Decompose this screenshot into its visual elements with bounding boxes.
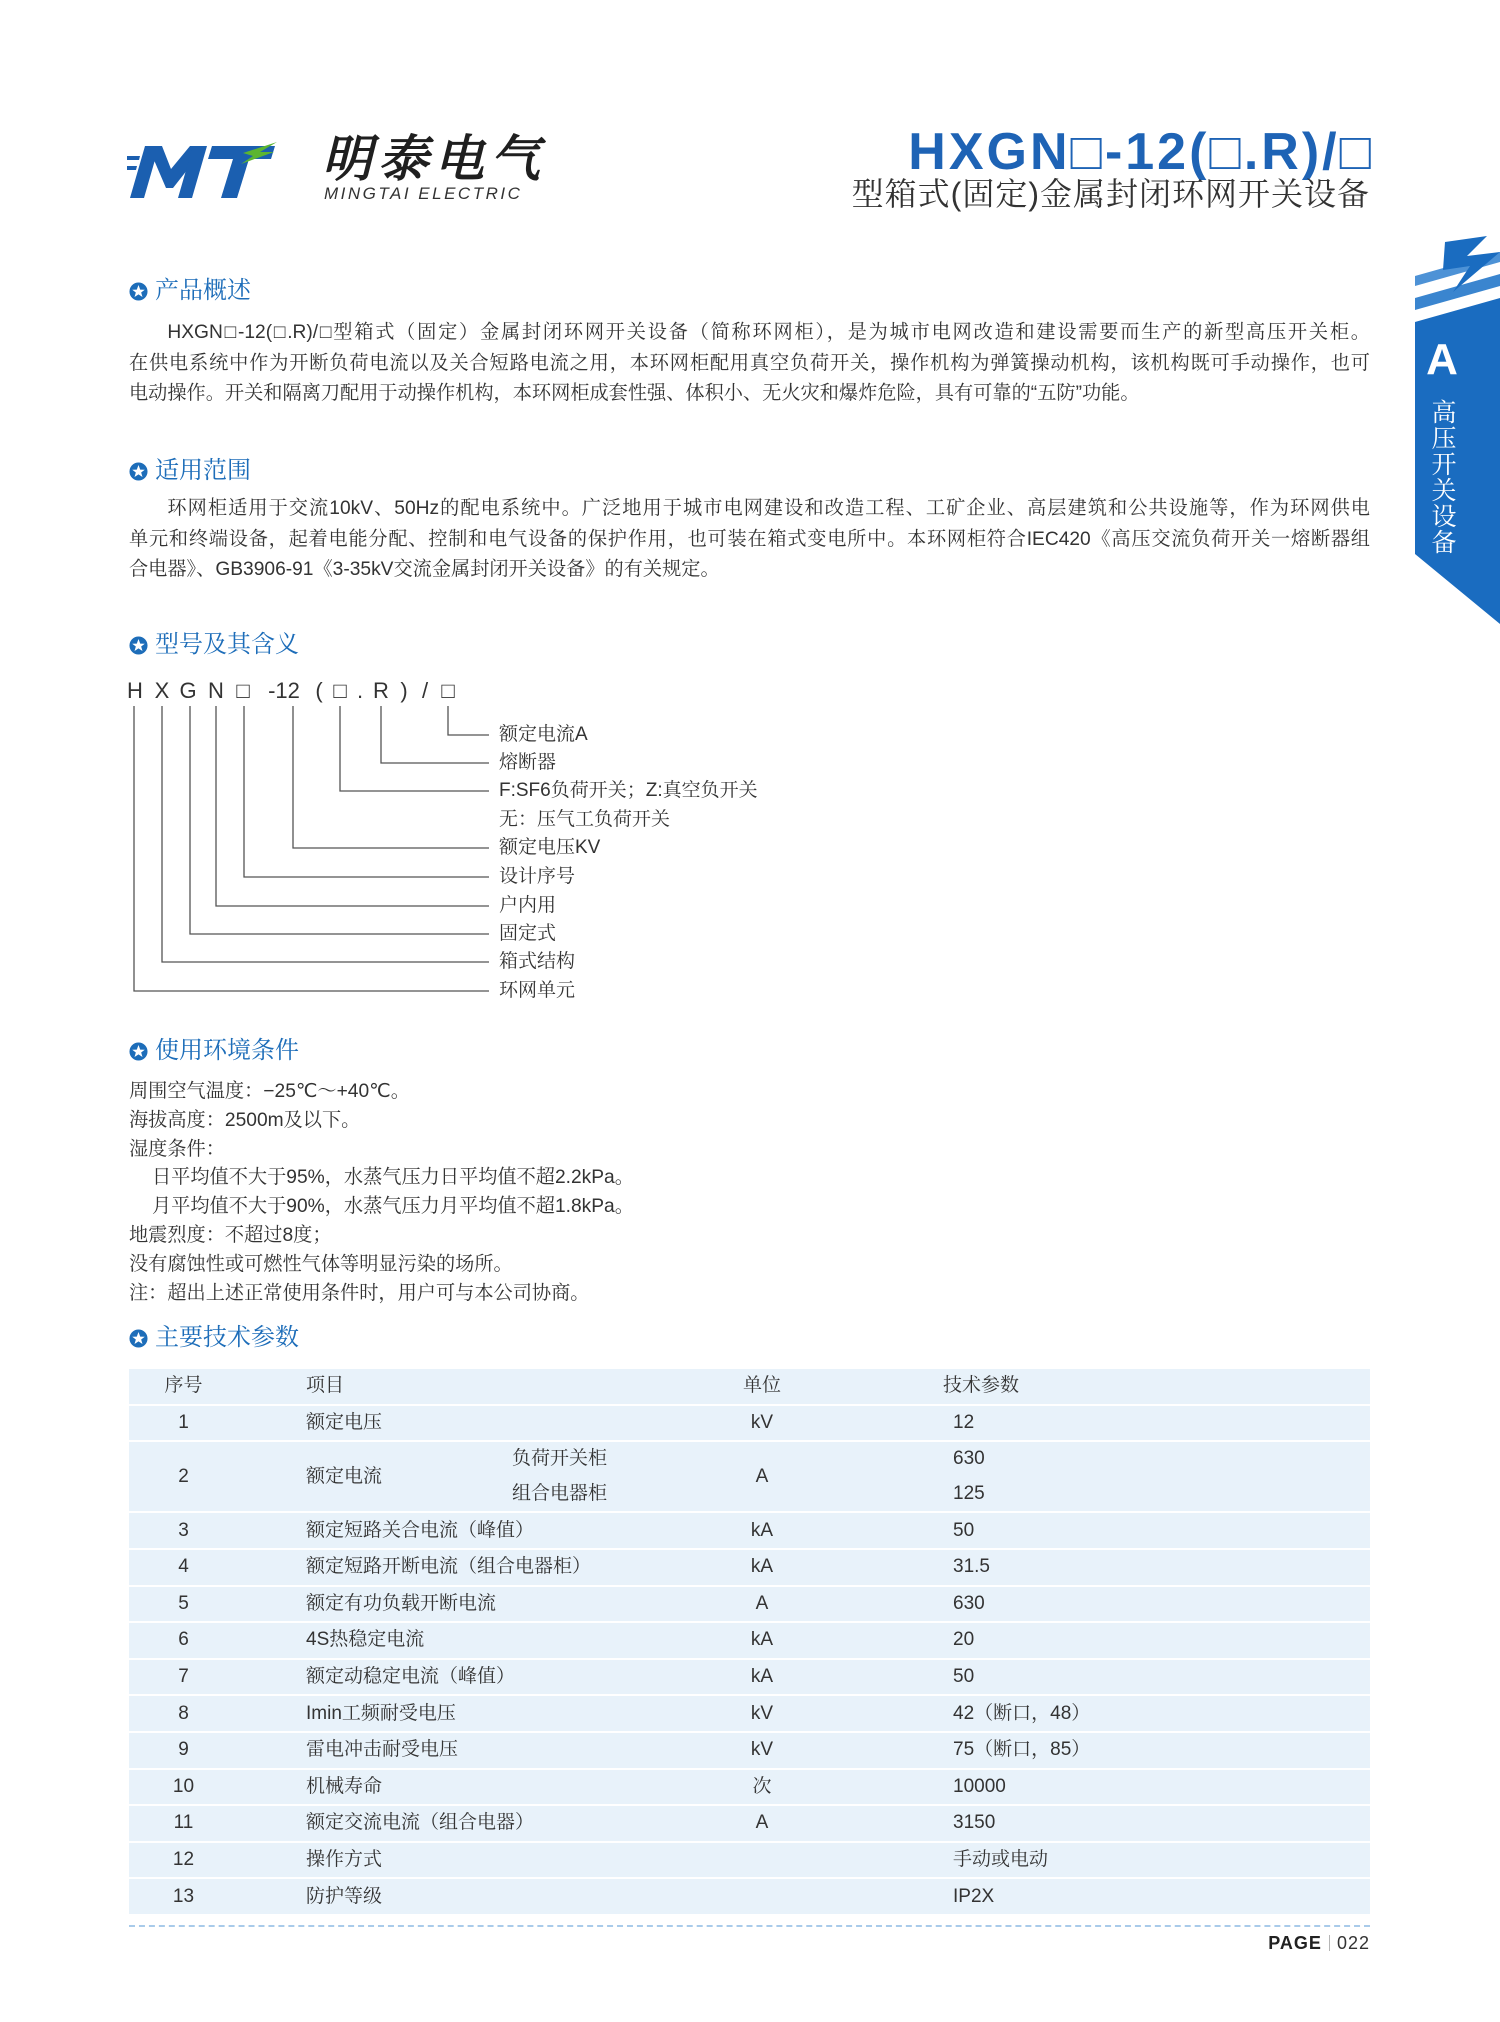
- model-label: 额定电流A: [499, 724, 588, 745]
- param-no: 12: [129, 1842, 238, 1879]
- paragraph-line: 单元和终端设备，起着电能分配、控制和电气设备的保护作用，也可装在箱式变电所中。本环网柜符合IEC420《高压交流负荷开关一熔断器组: [129, 528, 1370, 550]
- star-circle-icon: [129, 1042, 148, 1061]
- param-no: 3: [129, 1512, 238, 1549]
- environment-line: 海拔高度：2500m及以下。: [129, 1109, 361, 1131]
- page-separator: [1329, 1935, 1330, 1951]
- table-row: [129, 1405, 1370, 1442]
- param-item: 额定电压: [238, 1405, 720, 1442]
- param-value: 3150: [804, 1805, 1370, 1842]
- section-heading-model: [129, 629, 299, 661]
- param-item: 操作方式: [238, 1842, 720, 1879]
- param-no: 5: [129, 1586, 238, 1623]
- param-item: 机械寿命: [238, 1769, 720, 1806]
- section-title: 使用环境条件: [155, 1037, 299, 1064]
- param-unit: kA: [720, 1549, 804, 1586]
- param-no: 4: [129, 1549, 238, 1586]
- param-unit: kA: [720, 1512, 804, 1549]
- model-label: 箱式结构: [499, 951, 576, 972]
- param-value: 手动或电动: [804, 1842, 1370, 1879]
- param-value: 125: [804, 1477, 1370, 1513]
- param-no: 1: [129, 1405, 238, 1442]
- model-label: 无：压气工负荷开关: [499, 809, 671, 830]
- param-value: 20: [804, 1622, 1370, 1659]
- model-label: 设计序号: [499, 866, 576, 887]
- designation-diagram: [120, 700, 500, 1000]
- param-no: 6: [129, 1622, 238, 1659]
- param-subitem: 负荷开关柜: [450, 1441, 720, 1477]
- column-header-unit: 单位: [720, 1369, 804, 1405]
- star-circle-icon: [129, 462, 148, 481]
- page-label: PAGE: [1268, 1933, 1322, 1953]
- environment-line: 没有腐蚀性或可燃性气体等明显污染的场所。: [129, 1253, 513, 1275]
- model-code-char: □: [333, 678, 347, 703]
- param-value: 630: [804, 1441, 1370, 1477]
- model-code-char: N: [208, 678, 224, 703]
- param-item: 额定动稳定电流（峰值）: [238, 1659, 720, 1696]
- param-value: 630: [804, 1586, 1370, 1623]
- section-title: 产品概述: [155, 277, 251, 304]
- param-value: 50: [804, 1512, 1370, 1549]
- param-value: 31.5: [804, 1549, 1370, 1586]
- model-code-char: ): [400, 678, 408, 703]
- param-no: 7: [129, 1659, 238, 1696]
- param-unit: A: [720, 1441, 804, 1512]
- paragraph-line: 电动操作。开关和隔离刀配用于动操作机构，本环网柜成套性强、体积小、无火灾和爆炸危险，具有可靠的“五防”功能。: [129, 383, 1140, 404]
- param-item: 额定有功负载开断电流: [238, 1586, 720, 1623]
- column-header-no: 序号: [129, 1369, 238, 1405]
- param-unit: A: [720, 1586, 804, 1623]
- section-title: 适用范围: [155, 457, 251, 484]
- model-label: 户内用: [499, 895, 557, 916]
- model-code-char: (: [315, 678, 323, 703]
- environment-list: [129, 1078, 634, 1308]
- table-row: [129, 1842, 1370, 1879]
- tab-label: 高压开关设备: [1428, 399, 1457, 555]
- environment-line: 湿度条件：: [129, 1138, 225, 1160]
- table-row: [129, 1805, 1370, 1842]
- model-code-char: X: [154, 678, 170, 703]
- tab-letter: A: [1426, 335, 1458, 384]
- environment-line: 日平均值不大于95%，水蒸气压力日平均值不超2.2kPa。: [152, 1167, 634, 1189]
- environment-line: 月平均值不大于90%，水蒸气压力月平均值不超1.8kPa。: [152, 1196, 634, 1218]
- section-title: 主要技术参数: [155, 1324, 299, 1351]
- param-value: 10000: [804, 1769, 1370, 1806]
- section-heading-parameters: [129, 1322, 299, 1354]
- param-value: 75（断口，85）: [804, 1732, 1370, 1769]
- paragraph-line: 环网柜适用于交流10kV、50Hz的配电系统中。广泛地用于城市电网建设和改造工程、工矿企业、高层建筑和公共设施等，作为环网供电: [167, 498, 1370, 519]
- param-item: 额定交流电流（组合电器）: [238, 1805, 720, 1842]
- table-row: [129, 1732, 1370, 1769]
- param-unit: 次: [720, 1769, 804, 1806]
- model-label: 额定电压KV: [499, 837, 601, 858]
- model-code-char: -12: [268, 678, 300, 703]
- param-no: 10: [129, 1769, 238, 1806]
- overview-paragraph: [129, 318, 1370, 410]
- table-row: [129, 1878, 1370, 1914]
- table-header-row: [129, 1369, 1370, 1405]
- param-unit: kV: [720, 1695, 804, 1732]
- parameters-table: [129, 1369, 1370, 1914]
- model-label: 固定式: [499, 923, 557, 944]
- paragraph-line: 合电器》、GB3906-91《3-35kV交流金属封闭开关设备》的有关规定。: [129, 559, 720, 580]
- model-code-char: G: [179, 678, 197, 703]
- table-row: [129, 1769, 1370, 1806]
- table-row: [129, 1549, 1370, 1586]
- param-item: 防护等级: [238, 1878, 720, 1914]
- model-subtitle: 型箱式(固定)金属封闭环网开关设备: [851, 176, 1370, 212]
- connector-line: [448, 706, 489, 735]
- param-unit: kV: [720, 1732, 804, 1769]
- column-header-value: 技术参数: [804, 1369, 1370, 1405]
- model-code-char: □: [441, 678, 455, 703]
- param-unit: kA: [720, 1622, 804, 1659]
- param-value: 42（断口，48）: [804, 1695, 1370, 1732]
- table-row: [129, 1622, 1370, 1659]
- model-title: HXGN□-12(□.R)/□: [908, 123, 1374, 181]
- connector-line: [216, 706, 489, 906]
- param-item: 4S热稳定电流: [238, 1622, 720, 1659]
- scope-paragraph: [129, 494, 1370, 586]
- param-item: 额定短路开断电流（组合电器柜）: [238, 1549, 720, 1586]
- param-no: 2: [129, 1441, 238, 1512]
- param-unit: kV: [720, 1405, 804, 1442]
- param-item: 额定短路关合电流（峰值）: [238, 1512, 720, 1549]
- section-heading-scope: [129, 455, 251, 487]
- star-circle-icon: [129, 636, 148, 655]
- param-item: Imin工频耐受电压: [238, 1695, 720, 1732]
- model-code-char: R: [373, 678, 389, 703]
- param-subitem: 组合电器柜: [450, 1477, 720, 1513]
- brand-name-cn: 明泰电气: [322, 131, 546, 187]
- model-code-char: H: [127, 678, 143, 703]
- paragraph-line: HXGN□-12(□.R)/□型箱式（固定）金属封闭环网开关设备（简称环网柜），是为城市电网改造和建设需要而生产的新型高压开关柜。: [167, 322, 1370, 343]
- connector-line: [162, 706, 489, 962]
- param-no: 8: [129, 1695, 238, 1732]
- model-label: 环网单元: [499, 980, 576, 1001]
- table-row: [129, 1586, 1370, 1623]
- mingtai-logo-icon: [127, 142, 277, 200]
- param-unit: A: [720, 1805, 804, 1842]
- environment-line: 注：超出上述正常使用条件时，用户可与本公司协商。: [129, 1282, 590, 1304]
- paragraph-line: 在供电系统中作为开断负荷电流以及关合短路电流之用，本环网柜配用真空负荷开关，操作机构为弹簧操动机构，该机构既可手动操作，也可: [129, 352, 1370, 374]
- column-header-item: 项目: [238, 1369, 720, 1405]
- param-unit: [720, 1878, 804, 1914]
- model-code-char: □: [236, 678, 250, 703]
- param-item: 雷电冲击耐受电压: [238, 1732, 720, 1769]
- environment-line: 地震烈度：不超过8度；: [129, 1224, 332, 1246]
- param-value: 50: [804, 1659, 1370, 1696]
- table-row: [129, 1695, 1370, 1732]
- brand-name-en: MINGTAI ELECTRIC: [324, 184, 523, 203]
- section-heading-overview: [129, 275, 251, 307]
- model-label: 熔断器: [499, 752, 557, 773]
- connector-line: [340, 706, 489, 791]
- model-code-char: /: [421, 678, 429, 703]
- param-no: 9: [129, 1732, 238, 1769]
- connector-line: [293, 706, 489, 848]
- section-title: 型号及其含义: [155, 631, 299, 658]
- param-unit: [720, 1842, 804, 1879]
- table-row: [129, 1512, 1370, 1549]
- param-value: IP2X: [804, 1878, 1370, 1914]
- param-unit: kA: [720, 1659, 804, 1696]
- param-no: 13: [129, 1878, 238, 1914]
- page-number-value: 022: [1336, 1933, 1370, 1953]
- table-row: [129, 1659, 1370, 1696]
- star-circle-icon: [129, 282, 148, 301]
- param-item: 额定电流: [238, 1441, 450, 1512]
- section-heading-environment: [129, 1035, 299, 1067]
- page-number: [1268, 1930, 1370, 1956]
- model-label: F:SF6负荷开关；Z:真空负开关: [499, 780, 758, 801]
- footer-divider: [129, 1925, 1370, 1927]
- environment-line: 周围空气温度：−25℃～+40℃。: [129, 1081, 410, 1102]
- model-code-char: .: [356, 678, 364, 703]
- param-no: 11: [129, 1805, 238, 1842]
- star-circle-icon: [129, 1329, 148, 1348]
- param-value: 12: [804, 1405, 1370, 1442]
- table-row: [129, 1441, 1370, 1477]
